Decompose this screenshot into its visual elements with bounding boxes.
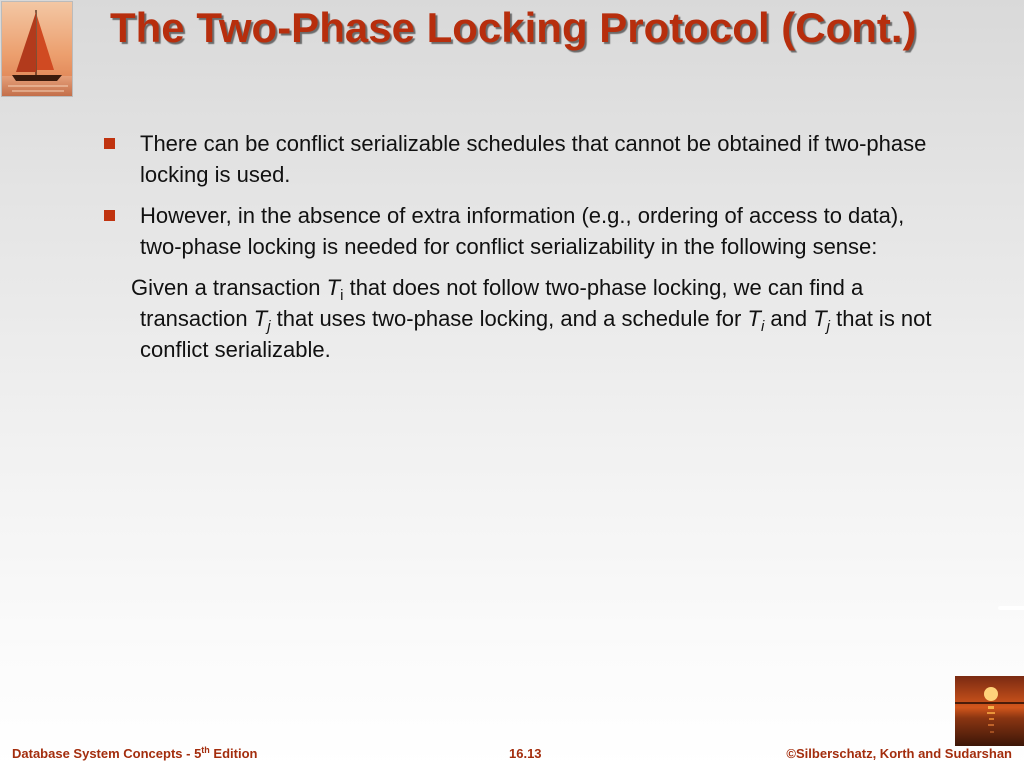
transaction-subscript: i bbox=[340, 287, 344, 304]
footer-book-title bbox=[12, 746, 257, 761]
sunset-icon bbox=[955, 676, 1024, 746]
footer-book-sup: th bbox=[201, 745, 210, 755]
transaction-symbol: T bbox=[253, 306, 268, 331]
paragraph-text: that uses two-phase locking, and a schedule for bbox=[270, 306, 748, 331]
bullet-text: However, in the absence of extra information (e.g., ordering of access to data), two-phase locking is needed for conflict serializability in the following sense: bbox=[140, 203, 905, 259]
sailboat-logo bbox=[1, 1, 73, 97]
footer-book-suffix: Edition bbox=[209, 746, 258, 761]
paragraph-text: that does not follow two-phase locking, we can find a transaction bbox=[140, 275, 864, 331]
transaction-subscript: j bbox=[826, 318, 831, 335]
paragraph-text: that is not conflict serializable. bbox=[140, 306, 932, 362]
bullet-text: There can be conflict serializable schedules that cannot be obtained if two-phase locking is used. bbox=[140, 131, 927, 187]
transaction-subscript: i bbox=[760, 318, 765, 335]
sailboat-icon bbox=[2, 2, 73, 97]
footer-slide-number: 16.13 bbox=[509, 746, 542, 761]
slide-body bbox=[100, 128, 950, 365]
transaction-symbol: T bbox=[747, 306, 761, 331]
definition-paragraph bbox=[100, 272, 950, 365]
decorative-edge-mark bbox=[998, 606, 1024, 610]
paragraph-text: and bbox=[764, 306, 814, 331]
square-bullet-icon bbox=[104, 210, 115, 221]
transaction-symbol: T bbox=[813, 306, 827, 331]
footer-copyright: ©Silberschatz, Korth and Sudarshan bbox=[786, 746, 1012, 761]
bullet-item bbox=[100, 200, 950, 262]
square-bullet-icon bbox=[104, 138, 115, 149]
footer-book-text: Database System Concepts - 5 bbox=[12, 746, 202, 761]
slide-title: The Two-Phase Locking Protocol (Cont.) bbox=[110, 4, 917, 51]
paragraph-text: Given a transaction bbox=[131, 275, 327, 300]
sunset-image bbox=[955, 676, 1024, 746]
transaction-subscript: j bbox=[267, 318, 271, 335]
bullet-item bbox=[100, 128, 950, 190]
slide-footer bbox=[0, 746, 1024, 762]
transaction-symbol: T bbox=[326, 275, 341, 300]
